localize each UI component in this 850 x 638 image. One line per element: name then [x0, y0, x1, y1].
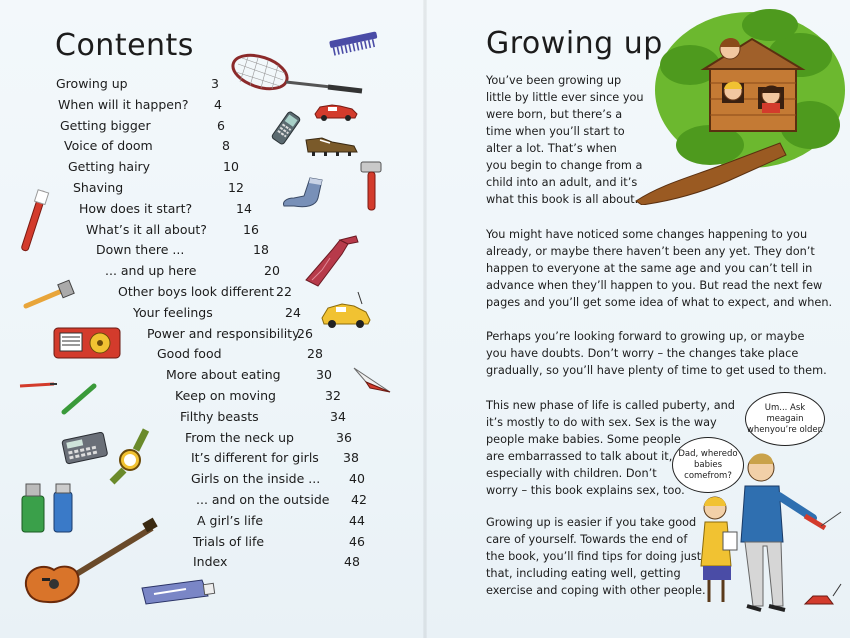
contents-entry-title: From the neck up [185, 429, 294, 445]
contents-entry-page: 30 [316, 367, 332, 383]
contents-entry-page: 18 [253, 242, 269, 258]
contents-entry-title: Keep on moving [175, 388, 276, 403]
dad-speech-bubble [745, 392, 825, 446]
text-line: time when you’ll start to [486, 125, 625, 138]
squash-racket-icon [228, 52, 368, 100]
contents-entry[interactable] [196, 492, 367, 510]
contents-entry-page: 28 [307, 346, 323, 362]
text-line: You might have noticed some changes happening to you [486, 228, 808, 241]
contents-entry-page: 3 [211, 76, 219, 91]
contents-heading: Contents [55, 28, 194, 63]
toy-car-icon [312, 100, 360, 122]
contents-entry-title: It’s different for girls [191, 450, 319, 466]
growing-up-page [425, 0, 850, 638]
contents-entry[interactable] [185, 429, 352, 448]
contents-entry-page: 14 [236, 200, 252, 216]
contents-entry-page: 36 [336, 429, 352, 445]
text-line: worry – this book explains sex, too. [486, 484, 685, 497]
text-line: care of yourself. Towards the end of [486, 533, 688, 546]
child-speech-bubble [672, 437, 744, 493]
razor-icon [358, 158, 386, 214]
text-line: gradually, so you’ll have plenty of time to get used to them. [486, 364, 827, 377]
contents-entry[interactable] [193, 533, 365, 552]
contents-entry[interactable] [147, 325, 313, 344]
text-line: do babies come [684, 448, 738, 481]
contents-entry-page: 4 [214, 96, 222, 112]
contents-entry-page: 42 [351, 492, 367, 507]
pen-icon [60, 382, 100, 416]
treehouse-icon [630, 5, 850, 205]
text-line: again when [746, 413, 804, 435]
text-line: what this book is all about. [486, 193, 639, 206]
text-line: it’s mostly to do with sex. Sex is the way [486, 416, 717, 429]
contents-entry-title: Index [193, 554, 228, 570]
contents-entry-page: 44 [349, 512, 365, 528]
sock-icon [280, 176, 328, 210]
text-line: people make babies. Some people [486, 433, 681, 446]
text-line: you’re older. [769, 424, 824, 435]
text-line: the book, you’ll find tips for doing just [486, 550, 702, 563]
contents-entry-title: How does it start? [79, 200, 193, 216]
contents-entry-page: 22 [276, 284, 292, 299]
contents-entry-page: 34 [330, 408, 346, 424]
contents-entry[interactable] [79, 200, 252, 219]
contents-entry-title: Filthy beasts [180, 408, 259, 424]
text-line: already, or maybe there haven’t been any yet. They don’t [486, 245, 815, 258]
contents-entry[interactable] [191, 471, 365, 489]
contents-entry[interactable] [157, 346, 323, 364]
contents-entry[interactable] [86, 221, 259, 240]
contents-entry[interactable] [193, 554, 360, 572]
text-line: This new phase of life is called puberty, and [486, 399, 735, 412]
text-line: child into an adult, and it’s [486, 176, 638, 189]
text-line: exercise and coping with other people. [486, 584, 706, 597]
paper-plane-icon [352, 364, 392, 396]
contents-entry[interactable] [73, 180, 244, 198]
contents-entry-page: 16 [243, 221, 259, 237]
text-line: You’ve been growing up [486, 74, 622, 87]
text-line: from? [707, 470, 732, 481]
contents-entry-title: Good food [157, 346, 222, 362]
text-line: Growing up is easier if you take good [486, 516, 697, 529]
contents-entry-page: 20 [264, 263, 280, 279]
text-line: you have doubts. Don’t worry – the changes take place [486, 347, 799, 360]
growing-up-heading: Growing up [486, 26, 663, 61]
contents-entry[interactable] [105, 263, 280, 281]
contents-entry-page: 8 [222, 138, 230, 154]
contents-entry-page: 48 [344, 554, 360, 570]
contents-entry-page: 46 [349, 533, 365, 549]
contents-entry-title: Getting bigger [60, 117, 151, 133]
text-line: little by little ever since you [486, 91, 644, 104]
text-line: especially with children. Don’t [486, 467, 657, 480]
contents-entry-title: Power and responsibility [147, 325, 300, 341]
text-line: advance when they’ll happen to you. But read the next few [486, 279, 823, 292]
toy-taxi-icon [318, 290, 374, 330]
changes-paragraph [486, 226, 832, 311]
contents-entry-page: 40 [349, 471, 365, 487]
text-line: you begin to change from a [486, 159, 643, 172]
text-line: are embarrassed to talk about it, [486, 450, 673, 463]
contents-entry[interactable] [64, 138, 230, 156]
contents-entry-page: 12 [228, 180, 244, 195]
contents-entry-page: 24 [285, 304, 301, 320]
contents-entry[interactable] [118, 284, 292, 302]
contents-entry[interactable] [166, 367, 332, 385]
contents-entry-title: Girls on the inside ... [191, 471, 321, 487]
text-line: were born, but there’s a [486, 108, 623, 121]
contents-entry-page: 32 [325, 388, 341, 403]
text-line: Dad, where [678, 448, 728, 459]
wristwatch-icon [102, 426, 154, 486]
text-line: that, including eating well, getting [486, 567, 681, 580]
contents-entry[interactable] [60, 117, 225, 136]
contents-entry[interactable] [180, 408, 346, 427]
contents-entry-title: Trials of life [193, 533, 265, 549]
contents-entry[interactable] [96, 242, 269, 260]
text-line: alter a lot. That’s when [486, 142, 617, 155]
toothpaste-icon [138, 574, 220, 610]
looking-forward-paragraph [486, 328, 827, 379]
contents-entry-title: What’s it all about? [86, 221, 207, 237]
contents-entry-title: Getting hairy [68, 159, 151, 175]
radio-icon [52, 326, 122, 360]
text-line: Um... Ask me [764, 402, 806, 424]
contents-entry-page: 6 [217, 117, 225, 133]
contents-entry[interactable] [68, 159, 239, 177]
take-care-paragraph [486, 514, 706, 599]
contents-entry-title: Growing up [56, 76, 128, 91]
contents-entry[interactable] [197, 512, 365, 531]
toothbrush-icon [14, 186, 54, 258]
contents-entry-title: A girl’s life [197, 512, 264, 528]
contents-entry[interactable] [133, 304, 301, 323]
pencil-icon [18, 378, 58, 392]
contents-entry-title: More about eating [166, 367, 281, 383]
contents-entry-title: Other boys look different [118, 284, 274, 299]
football-boot-icon [302, 132, 360, 160]
disposable-razor-icon [20, 278, 76, 314]
contents-entry-page: 38 [343, 450, 359, 466]
contents-entry-title: Down there ... [96, 242, 185, 258]
text-line: Perhaps you’re looking forward to growing up, or maybe [486, 330, 805, 343]
text-line: happen to everyone at the same age and you can’t tell in [486, 262, 813, 275]
contents-entry[interactable] [58, 96, 222, 115]
contents-entry[interactable] [56, 76, 219, 94]
contents-entry-page: 26 [297, 325, 313, 341]
contents-entry-title: ... and up here [105, 263, 197, 279]
intro-paragraph [486, 72, 644, 208]
text-line: pages and you’ll get some idea of what to expect, and when. [486, 296, 833, 309]
contents-entry-title: Voice of doom [64, 138, 153, 154]
mobile-phone-icon [268, 110, 304, 146]
contents-entry-title: When will it happen? [58, 96, 189, 112]
contents-entry-title: ... and on the outside [196, 492, 330, 507]
contents-entry-title: Your feelings [133, 304, 213, 320]
contents-entry[interactable] [191, 450, 359, 468]
necktie-icon [296, 232, 366, 290]
contents-entry-page: 10 [223, 159, 239, 175]
contents-entry-title: Shaving [73, 180, 124, 195]
contents-entry[interactable] [175, 388, 341, 406]
